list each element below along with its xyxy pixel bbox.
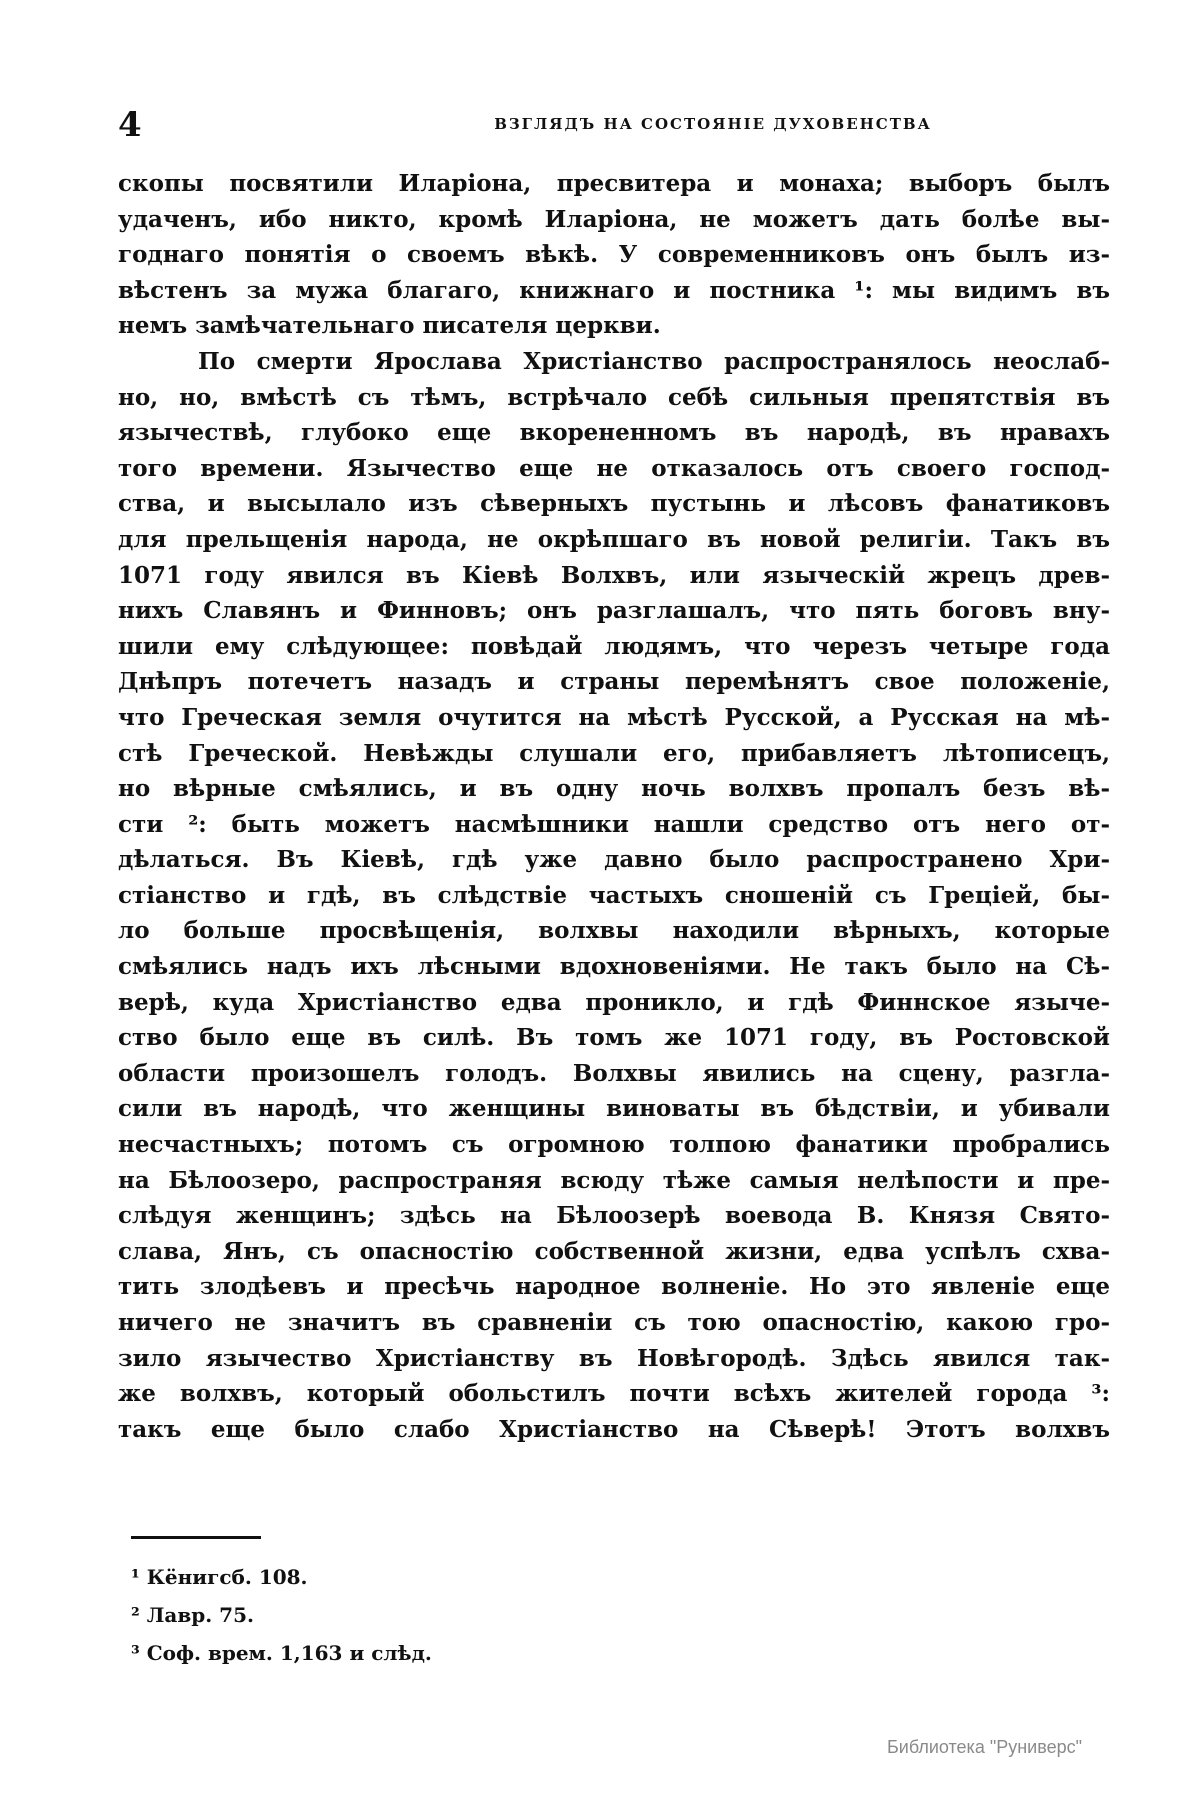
text-line: смѣялись надъ ихъ лѣсными вдохновеніями. Не такъ было на Сѣ- <box>118 953 1110 981</box>
text-line: дѣлаться. Въ Кіевѣ, гдѣ уже давно было распространено Хри- <box>118 846 1110 874</box>
text-line: области произошелъ голодъ. Волхвы явились на сцену, разгла- <box>118 1059 1110 1087</box>
footnote: ¹ Кёнигсб. 108. <box>131 1565 308 1589</box>
text-line: годнаго понятія о своемъ вѣкѣ. У современниковъ онъ былъ из- <box>118 241 1110 269</box>
text-line: зило язычество Христіанству въ Новѣгородѣ. Здѣсь явился так- <box>118 1344 1110 1372</box>
text-line: же волхвъ, который обольстилъ почти всѣхъ жителей города ³: <box>118 1380 1110 1408</box>
text-line: несчастныхъ; потомъ съ огромною толпою фанатики пробрались <box>118 1131 1110 1159</box>
text-line: шили ему слѣдующее: повѣдай людямъ, что черезъ четыре года <box>118 632 1110 660</box>
text-line: ло больше просвѣщенія, волхвы находили вѣрныхъ, которые <box>118 917 1110 945</box>
page-header <box>118 103 1108 147</box>
text-line: слѣдуя женщинъ; здѣсь на Бѣлоозерѣ воевода В. Князя Свято- <box>118 1202 1110 1230</box>
text-line: 1071 году явился въ Кіевѣ Волхвъ, или языческій жрецъ древ- <box>118 561 1110 589</box>
text-line: такъ еще было слабо Христіанство на Сѣверѣ! Этотъ волхвъ <box>118 1415 1110 1443</box>
text-line: удаченъ, ибо никто, кромѣ Иларіона, не можетъ дать болѣе вы- <box>118 205 1110 233</box>
text-line: для прельщенія народа, не окрѣпшаго въ новой религіи. Такъ въ <box>118 525 1110 553</box>
text-line: нихъ Славянъ и Финновъ; онъ разглашалъ, что пять боговъ вну- <box>118 597 1110 625</box>
page-number: 4 <box>118 105 142 145</box>
text-line: на Бѣлоозеро, распространяя всюду тѣже самыя нелѣпости и пре- <box>118 1166 1110 1194</box>
text-line: того времени. Язычество еще не отказалось отъ своего господ- <box>118 454 1110 482</box>
running-title: ВЗГЛЯДЪ НА СОСТОЯНІЕ ДУХОВЕНСТВА <box>494 115 932 133</box>
text-line: По смерти Ярослава Христіанство распространялось неослаб- <box>198 347 1110 375</box>
text-line: ство было еще въ силѣ. Въ томъ же 1071 году, въ Ростовской <box>118 1024 1110 1052</box>
library-watermark: Библиотека "Руниверс" <box>886 1737 1082 1757</box>
text-line: стіанство и гдѣ, въ слѣдствіе частыхъ сношеній съ Греціей, бы- <box>118 881 1110 909</box>
footnote: ³ Соф. врем. 1,163 и слѣд. <box>131 1641 432 1665</box>
text-line: ства, и высылало изъ сѣверныхъ пустынь и лѣсовъ фанатиковъ <box>118 490 1110 518</box>
body-text <box>118 166 1110 1447</box>
text-line: тить злодѣевъ и пресѣчь народное волненіе. Но это явленіе еще <box>118 1273 1110 1301</box>
footnotes <box>131 1558 731 1672</box>
text-line: ничего не значитъ въ сравненіи съ тою опасностію, какою гро- <box>118 1309 1110 1336</box>
text-line: но, но, вмѣстѣ съ тѣмъ, встрѣчало себѣ сильныя препятствія въ <box>118 383 1110 411</box>
text-line: Днѣпръ потечетъ назадъ и страны перемѣнятъ свое положеніе, <box>118 668 1110 696</box>
text-line: слава, Янъ, съ опасностію собственной жизни, едва успѣлъ схва- <box>118 1237 1110 1265</box>
text-line: язычествѣ, глубоко еще вкорененномъ въ народѣ, въ нравахъ <box>118 419 1110 447</box>
footnote: ² Лавр. 75. <box>131 1603 254 1627</box>
text-line: сили въ народѣ, что женщины виноваты въ бѣдствіи, и убивали <box>118 1095 1110 1123</box>
text-line: немъ замѣчательнаго писателя церкви. <box>118 312 661 340</box>
text-line: скопы посвятили Иларіона, пресвитера и монаха; выборъ былъ <box>118 170 1110 197</box>
text-line: но вѣрные смѣялись, и въ одну ночь волхвъ пропалъ безъ вѣ- <box>118 775 1110 803</box>
text-line: что Греческая земля очутится на мѣстѣ Русской, а Русская на мѣ- <box>118 703 1110 731</box>
footnote-divider <box>131 1536 261 1539</box>
text-line: вѣстенъ за мужа благаго, книжнаго и постника ¹: мы видимъ въ <box>118 276 1110 304</box>
text-line: сти ²: быть можетъ насмѣшники нашли средство отъ него от- <box>118 810 1110 838</box>
text-line: верѣ, куда Христіанство едва проникло, и гдѣ Финнское языче- <box>118 988 1110 1016</box>
text-line: стѣ Греческой. Невѣжды слушали его, прибавляетъ лѣтописецъ, <box>118 739 1110 767</box>
